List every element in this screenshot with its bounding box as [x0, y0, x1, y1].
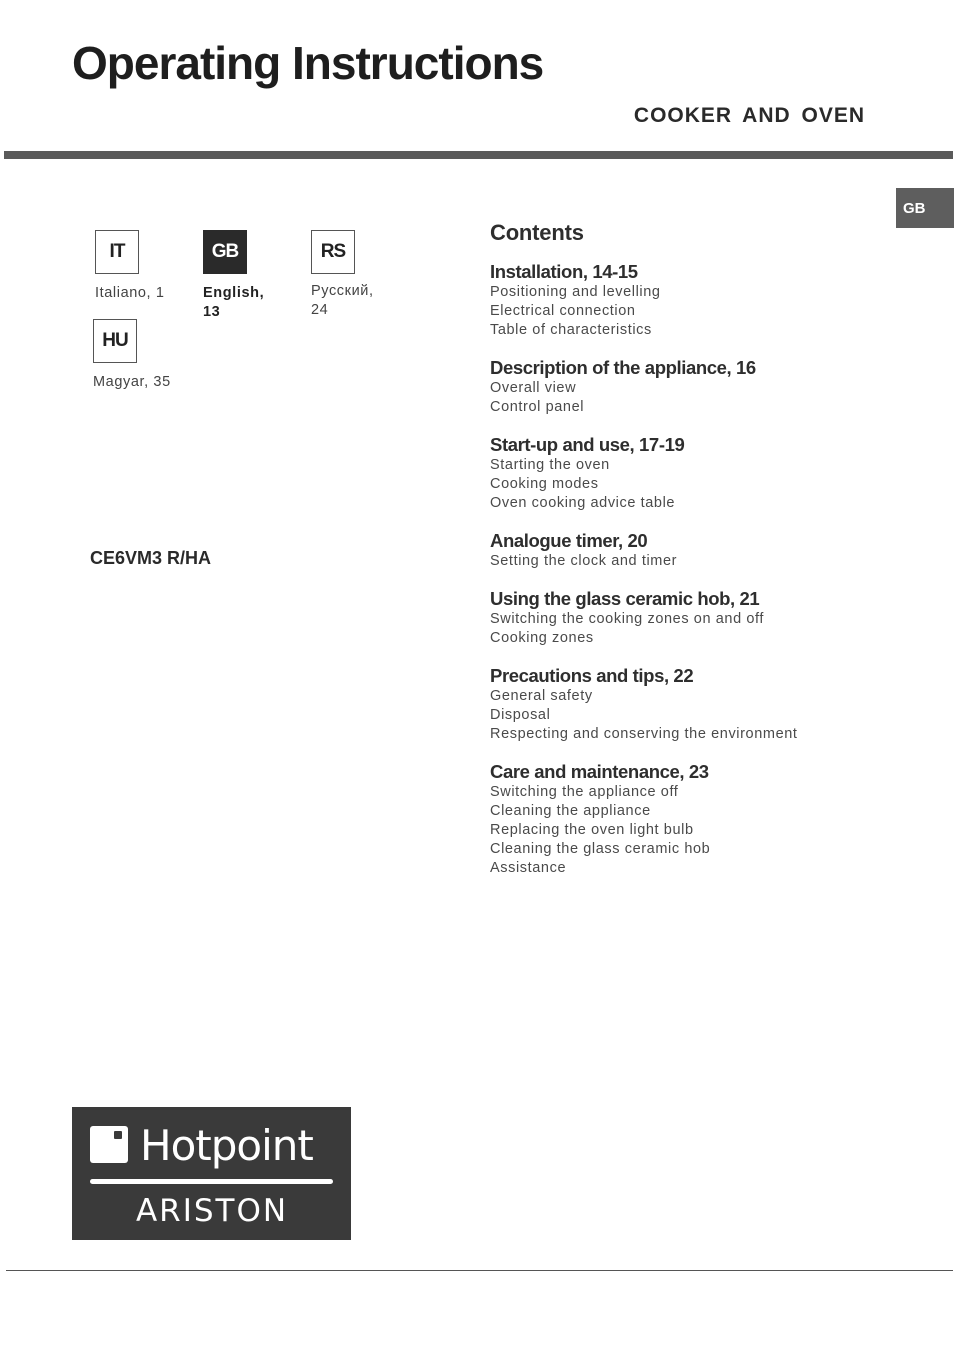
contents-section — [490, 530, 890, 571]
contents-section-item: Cooking modes — [490, 476, 599, 492]
product-type-subtitle: COOKER AND OVEN — [633, 104, 865, 127]
language-entry-gb — [203, 230, 275, 322]
language-entry-rs — [311, 230, 391, 320]
table-of-contents — [490, 220, 890, 895]
brand-top-text: Hotpoint — [140, 1121, 313, 1170]
contents-section-heading: Analogue timer, 20 — [490, 530, 648, 551]
footer-divider — [6, 1270, 953, 1271]
contents-section-item: Starting the oven — [490, 457, 610, 473]
contents-section-item: Disposal — [490, 707, 551, 723]
contents-section-item: Cooking zones — [490, 630, 594, 646]
contents-section-item: Cleaning the appliance — [490, 803, 651, 819]
language-code-box: HU — [93, 319, 137, 363]
contents-section-item: Electrical connection — [490, 303, 636, 319]
contents-section-item: Cleaning the glass ceramic hob — [490, 841, 711, 857]
contents-section-item: Positioning and levelling — [490, 284, 661, 300]
contents-section-heading: Precautions and tips, 22 — [490, 665, 694, 686]
contents-section-item: Oven cooking advice table — [490, 495, 676, 511]
brand-logo-graphic — [72, 1107, 351, 1240]
contents-section-item: General safety — [490, 688, 593, 704]
contents-section-heading: Installation, 14-15 — [490, 261, 638, 282]
contents-section-heading: Using the glass ceramic hob, 21 — [490, 588, 760, 609]
language-label-active: English, 13 — [203, 285, 265, 320]
contents-section-item: Assistance — [490, 860, 567, 876]
language-entry-it — [95, 230, 175, 303]
language-code-box: IT — [95, 230, 139, 274]
language-label: Magyar, 35 — [93, 374, 171, 390]
brand-square-icon — [90, 1126, 128, 1163]
hotpoint-ariston-logo — [72, 1107, 351, 1240]
contents-section — [490, 434, 890, 513]
contents-section-item: Switching the appliance off — [490, 784, 679, 800]
brand-square-notch — [114, 1131, 122, 1139]
language-tab-gb: GB — [896, 188, 954, 228]
contents-section-heading: Care and maintenance, 23 — [490, 761, 709, 782]
contents-section-heading: Description of the appliance, 16 — [490, 357, 756, 378]
brand-divider — [90, 1179, 333, 1184]
contents-section-item: Overall view — [490, 380, 577, 396]
contents-section — [490, 588, 890, 648]
language-code-box: RS — [311, 230, 355, 274]
contents-section-item: Control panel — [490, 399, 585, 415]
language-label: Italiano, 1 — [95, 285, 165, 301]
model-number: CE6VM3 R/HA — [90, 548, 212, 568]
header-divider — [4, 151, 953, 159]
contents-section-item: Replacing the oven light bulb — [490, 822, 694, 838]
contents-section-item: Table of characteristics — [490, 322, 652, 338]
contents-section-item: Respecting and conserving the environment — [490, 726, 798, 742]
contents-section — [490, 357, 890, 417]
language-label: Русский, 24 — [311, 283, 374, 318]
contents-section — [490, 665, 890, 744]
brand-bottom-text: ARISTON — [135, 1193, 289, 1229]
contents-section-item: Setting the clock and timer — [490, 553, 678, 569]
contents-section-item: Switching the cooking zones on and off — [490, 611, 765, 627]
contents-title: Contents — [490, 220, 584, 245]
contents-section-heading: Start-up and use, 17-19 — [490, 434, 685, 455]
language-code-box-active: GB — [203, 230, 247, 274]
contents-section — [490, 761, 890, 878]
language-entry-hu — [93, 319, 173, 392]
contents-section — [490, 261, 890, 340]
page-title: Operating Instructions — [72, 37, 544, 89]
